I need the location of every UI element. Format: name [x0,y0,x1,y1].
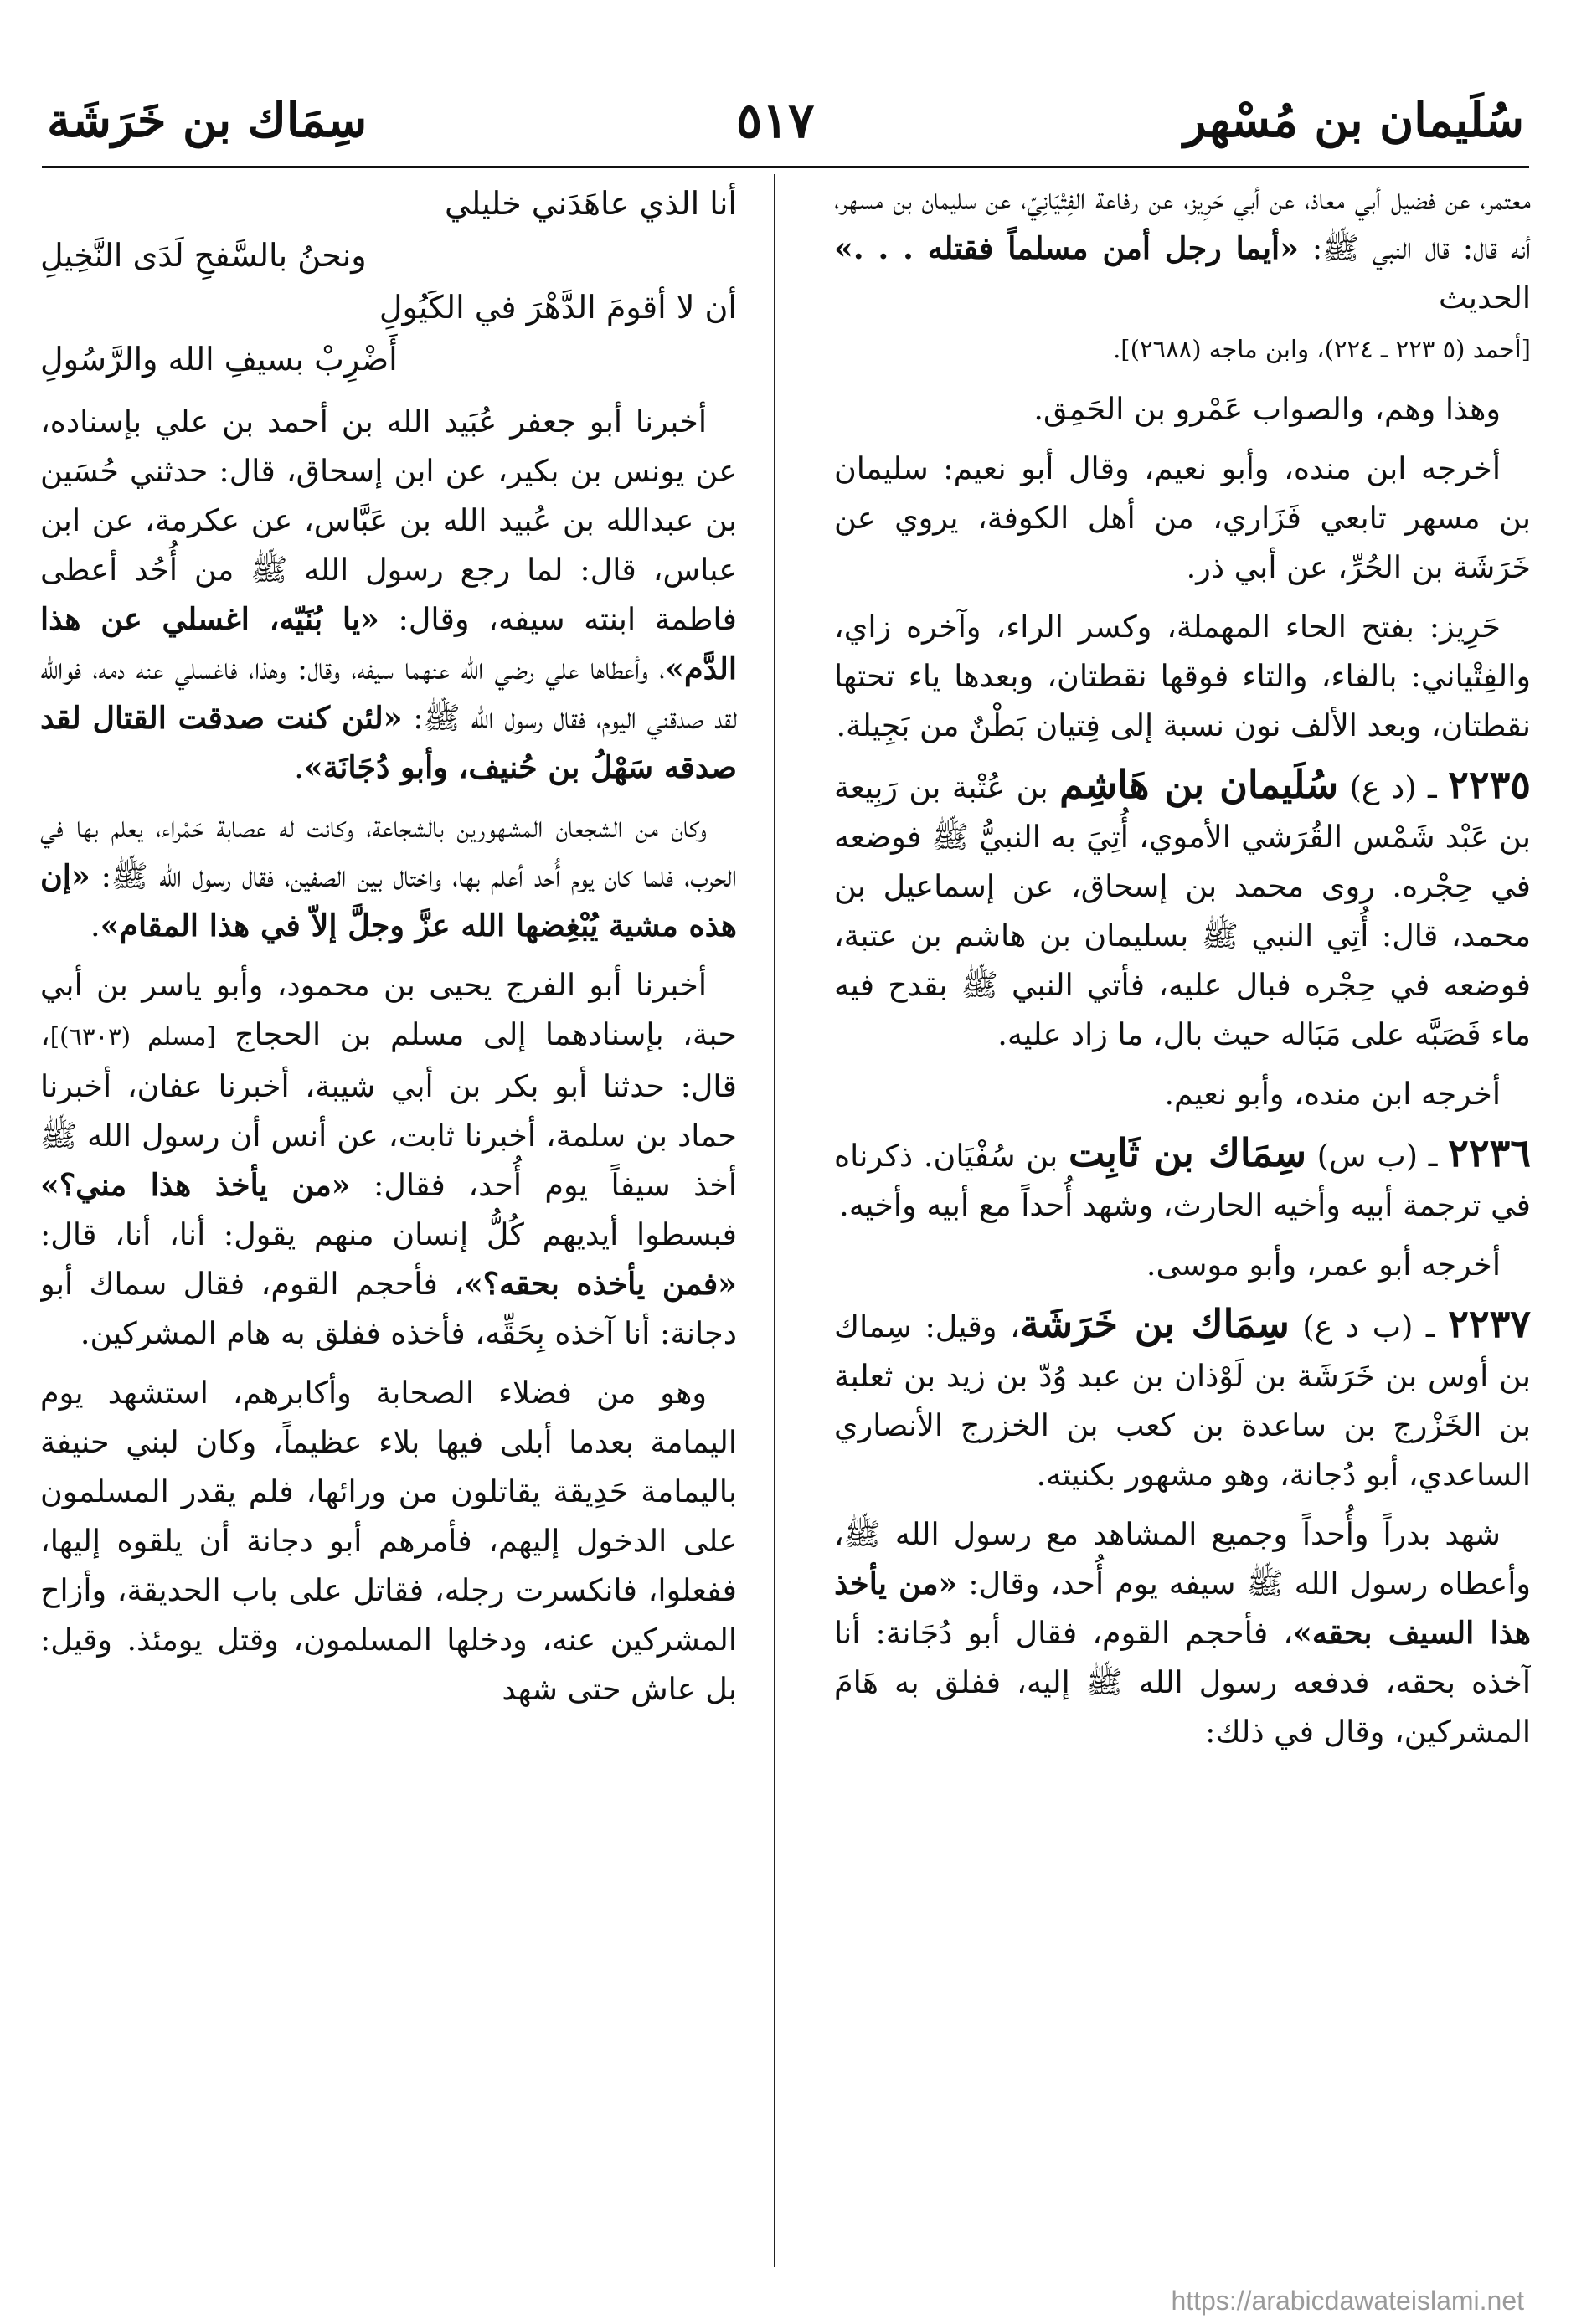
entry-name: سُلَيمان بن هَاشِم [1059,762,1339,807]
poem [40,177,737,385]
header-rule [42,166,1529,168]
entry-name: سِمَاك بن ثَابِت [1069,1130,1307,1175]
citation: [أحمد (٥ ٢٢٣ ـ ٢٢٤)، وابن ماجه (٢٦٨٨)]. [1113,335,1531,363]
entry: ٢٢٣٥ ـ (د ع) سُلَيمان بن هَاشِم بن عُتْبة بن رَبِيعة بن عَبْد شَمْس القُرَشي الأموي، أُتِيَ به النبيُّ ﷺ فوضعه في حِجْره. روى محمد بن إسحاق، عن إسماعيل بن محمد، قال: أُتِي النبي ﷺ بسليمان بن هاشم بن عتبة، فوضعه في حِجْره فبال عليه، فأتي النبي ﷺ بقدح فيه ماء فَصَبَّه على مَبَاله حيث بال، ما زاد عليه. [834,762,1531,1052]
paragraph: وهذا وهم، والصواب عَمْرو بن الحَمِق. [1033,391,1501,427]
hadith-quote: «من يأخذ هذا مني؟» [40,1167,351,1203]
entry-number: ٢٢٣٥ [1448,762,1531,807]
poem-line: أن لا أقومَ الدَّهْرَ في الكَيُولِ [379,289,737,326]
poem-line: ونحنُ بالسَّفحِ لَدَى النَّخِيلِ [40,237,367,274]
paragraph: أخرجه أبو عمر، وأبو موسى. [1146,1247,1501,1283]
hadith-quote: «إن هذه مشية يُبْغِضها الله عزَّ وجلَّ إلاّ في هذا المقام» [40,858,737,943]
entry-name: سِمَاك بن خَرَشَة [1019,1301,1290,1346]
hadith-quote: «يا بُنَيّه، اغسلي عن هذا الدَّم» [40,601,737,686]
running-title-left: سِمَاك بن خَرَشَة [47,93,368,148]
running-title-right: سُلَيمان بن مُسْهر [1183,93,1524,148]
poem-line: أَضْرِبْ بسيفِ الله والرَّسُولِ [40,341,398,378]
paragraph: أخبرنا أبو الفرج يحيى بن محمود، وأبو ياسر بن أبي حبة، بإسنادهما إلى مسلم بن الحجاج [مسلم (٦٣٠٣)]، قال: حدثنا أبو بكر بن أبي شيبة، أخبرنا عفان، أخبرنا حماد بن سلمة، أخبرنا ثابت، عن أنس أن رسول الله ﷺ أخذ سيفاً يوم أُحد، فقال: «من يأخذ هذا مني؟» فبسطوا أيديهم كُلُّ إنسان منهم يقول: أنا، أنا، قال: «فمن يأخذه بحقه؟»، فأحجم القوم، فقال سماك أبو دجانة: أنا آخذه بِحَقِّه، فأخذه ففلق به هام المشركين. [40,967,737,1351]
watermark-url: https://arabicdawateislami.net [1171,2285,1524,2316]
paragraph: أخبرنا أبو جعفر عُبَيد الله بن أحمد بن علي بإسناده، عن يونس بن بكير، عن ابن إسحاق، قال: حدثني حُسَين بن عبدالله بن عُبيد الله بن عَبَّاس، عن عكرمة، عن ابن عباس، قال: لما رجع رسول الله ﷺ من أُحُد أعطى فاطمة ابنته سيفه، وقال: «يا بُنَيّه، اغسلي عن هذا الدَّم»، وأعطاها علي رضي الله عنهما سيفه، وقال: وهذا، فاغسلي عنه دمه، فوالله لقد صدقني اليوم، فقال رسول الله ﷺ: «لئن كنت صدقت القتال لقد صدقه سَهْلُ بن حُنيف، وأبو دُجَانَة». [40,404,737,785]
hadith-quote: «لئن كنت صدقت القتال لقد صدقه سَهْلُ بن حُنيف، وأبو دُجَانَة» [40,700,737,785]
hadith-quote: «من يأخذ هذا السيف بحقه» [834,1566,1531,1651]
poem-line: أنا الذي عاهَدَني خليلي [444,185,737,222]
right-column [834,174,1531,2267]
paragraph: شهد بدراً وأُحداً وجميع المشاهد مع رسول الله ﷺ، وأعطاه رسول الله ﷺ سيفه يوم أُحد، وقال: «من يأخذ هذا السيف بحقه»، فأحجم القوم، فقال أبو دُجَانة: أنا آخذه بحقه، فدفعه رسول الله ﷺ إليه، ففلق به هَامَ المشركين، وقال في ذلك: [834,1516,1531,1750]
entry: ٢٢٣٧ ـ (ب د ع) سِمَاك بن خَرَشَة، وقيل: سِماك بن أوس بن خَرَشَة بن لَوْذان بن عبد وُدّ بن زيد بن ثعلبة بن الخَزْرج بن ساعدة بن كعب بن الخزرج الأنصاري الساعدي، أبو دُجانة، وهو مشهور بكنيته. [834,1301,1531,1493]
paragraph: حَرِيز: بفتح الحاء المهملة، وكسر الراء، وآخره زاي، والفِتْياني: بالفاء، والتاء فوقها نقطتان، وبعدها ياء تحتها نقطتان، وبعد الألف نون نسبة إلى فِتيان بَطْنٌ من بَجِيلة. [834,609,1531,743]
paragraph: وكان من الشجعان المشهورين بالشجاعة، وكانت له عصابة حَمْراء، يعلم بها في الحرب، فلما كان يوم أُحد أعلم بها، واختال بين الصفين، فقال رسول الله ﷺ: «إن هذه مشية يُبْغِضها الله عزَّ وجلَّ إلاّ في هذا المقام». [40,809,737,943]
entry: ٢٢٣٦ ـ (ب س) سِمَاك بن ثَابِت بن سُفْيَان. ذكرناه في ترجمة أبيه وأخيه الحارث، وشهد أُحداً مع أبيه وأخيه. [834,1130,1531,1223]
hadith-quote: «أيما رجل أمن مسلماً فقتله . . .» [834,230,1300,266]
page-number: ٥١٧ [735,92,815,149]
paragraph: وهو من فضلاء الصحابة وأكابرهم، استشهد يوم اليمامة بعدما أبلى فيها بلاء عظيماً، وكان لبني حنيفة باليمامة حَدِيقة يقاتلون من ورائها، فلم يقدر المسلمون على الدخول إليهم، فأمرهم أبو دجانة أن يلقوه إليها، ففعلوا، فانكسرت رجله، فقاتل على باب الحديقة، وأزاح المشركين عنه، ودخلها المسلمون، وقتل يومئذ. وقيل: بل عاش حتى شهد [40,1375,737,1707]
entry-number: ٢٢٣٧ [1448,1301,1531,1346]
left-column [40,174,737,2267]
entry-number: ٢٢٣٦ [1448,1130,1531,1175]
paragraph: معتمر، عن فضيل أبي معاذ، عن أبي حَرِيز، عن رفاعة الفِتْيَانِيّ، عن سليمان بن مسهر، أنه قال: قال النبي ﷺ: «أيما رجل أمن مسلماً فقتله . . .» الحديث [أحمد (٥ ٢٢٣ ـ ٢٢٤)، وابن ماجه (٢٦٨٨)]. [834,181,1531,363]
paragraph: أخرجه ابن منده، وأبو نعيم. [1164,1076,1501,1112]
paragraph: أخرجه ابن منده، وأبو نعيم، وقال أبو نعيم: سليمان بن مسهر تابعي فَزَاري، من أهل الكوفة، يروي عن خَرَشَة بن الحُرِّ، عن أبي ذر. [834,450,1531,585]
page-header [47,80,1524,161]
column-divider [774,174,775,2267]
citation: [مسلم (٦٣٠٣)] [49,1022,216,1051]
hadith-quote: «فمن يأخذه بحقه؟» [463,1266,737,1302]
